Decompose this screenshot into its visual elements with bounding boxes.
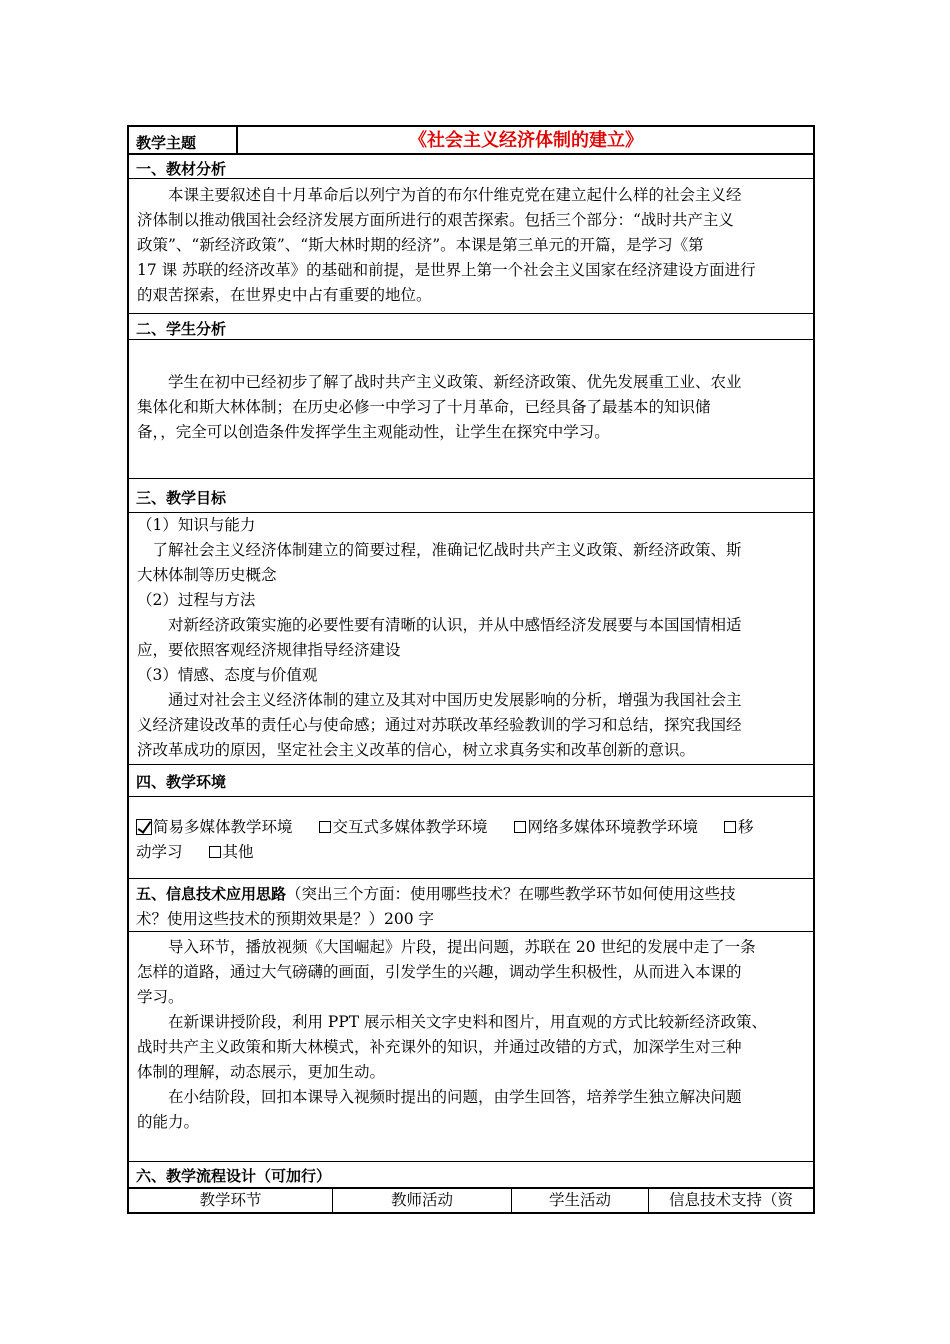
- section6-heading: 六、教学流程设计（可加行）: [136, 1167, 332, 1185]
- section1-body: [129, 179, 813, 313]
- text-line: 义经济建设改革的责任心与使命感；通过对苏联改革经验教训的学习和总结，探究我国经: [137, 716, 742, 734]
- topic-row: [129, 127, 813, 154]
- text-line: 济体制以推动俄国社会经济发展方面所进行的艰苦探索。包括三个部分：“战时共产主义: [137, 211, 734, 229]
- section6-header: [129, 1162, 813, 1187]
- lesson-plan-table: [127, 125, 815, 1214]
- text-line: 集体化和斯大林体制；在历史必修一中学习了十月革命，已经具备了最基本的知识储: [137, 398, 711, 416]
- text-line: 的艰苦探索，在世界史中占有重要的地位。: [137, 286, 432, 304]
- text-line: 战时共产主义政策和斯大林模式，补充课外的知识，并通过改错的方式，加深学生对三种: [137, 1038, 742, 1056]
- column-header-student: 学生活动: [548, 1191, 611, 1209]
- text-line: 体制的理解，动态展示，更加生动。: [137, 1063, 386, 1081]
- options-line: [136, 815, 805, 840]
- option-network-multimedia[interactable]: 网络多媒体环境教学环境: [514, 818, 699, 836]
- section3-text: [137, 513, 805, 763]
- section1-header: [129, 155, 813, 179]
- column-header-teacher: 教师活动: [390, 1191, 453, 1209]
- text-line: 在新课讲授阶段，利用 PPT 展示相关文字史料和图片，用直观的方式比较新经济政策、: [168, 1013, 768, 1031]
- section4-header: [129, 765, 813, 795]
- section3-header: [129, 479, 813, 512]
- text-line: 怎样的道路，通过大气磅礴的画面，引发学生的兴趣，调动学生积极性，从而进入本课的: [137, 963, 742, 981]
- text-line: 应，要依照客观经济规律指导经济建设: [137, 641, 401, 659]
- section2-body: [129, 340, 813, 478]
- section1-heading: 一、教材分析: [136, 160, 227, 178]
- topic-label: 教学主题: [136, 134, 197, 152]
- section5-heading-note-2: 术？使用这些技术的预期效果是？）200 字: [136, 910, 435, 928]
- option-mobile-learning[interactable]: 移: [724, 818, 754, 836]
- text-line: 通过对社会主义经济体制的建立及其对中国历史发展影响的分析，增强为我国社会主: [168, 691, 742, 709]
- column-header-stage: 教学环节: [199, 1191, 262, 1209]
- text-line: （2）过程与方法: [137, 591, 256, 609]
- text-line: 17 课 苏联的经济改革》的基础和前提，是世界上第一个社会主义国家在经济建设方面进行: [137, 261, 756, 279]
- section5-heading: 五、信息技术应用思路: [136, 885, 287, 903]
- section5-text: [137, 935, 805, 1135]
- environment-options: [136, 815, 805, 865]
- section4-heading: 四、教学环境: [136, 773, 227, 791]
- section3-heading: 三、教学目标: [136, 489, 227, 507]
- section5-header: [129, 879, 813, 931]
- text-line: 大林体制等历史概念: [137, 566, 277, 584]
- checkbox-icon[interactable]: [209, 846, 221, 858]
- text-line: 学习。: [137, 988, 184, 1006]
- topic-divider: [236, 127, 238, 154]
- text-line: 在小结阶段，回扣本课导入视频时提出的问题，由学生回答，培养学生独立解决问题: [168, 1088, 742, 1106]
- section3-body: [129, 513, 813, 763]
- text-line: 了解社会主义经济体制建立的简要过程，准确记忆战时共产主义政策、新经济政策、斯: [152, 541, 742, 559]
- text-line: （1）知识与能力: [137, 516, 256, 534]
- text-line: 政策”、“新经济政策”、“斯大林时期的经济”。本课是第三单元的开篇，是学习《第: [137, 236, 704, 254]
- options-line: [136, 840, 805, 865]
- lesson-title: 《社会主义经济体制的建立》: [409, 130, 643, 151]
- section2-text: [137, 370, 805, 445]
- text-line: 备，，完全可以创造条件发挥学生主观能动性，让学生在探究中学习。: [137, 423, 610, 441]
- section1-text: [137, 183, 805, 308]
- text-line: 导入环节，播放视频《大国崛起》片段，提出问题，苏联在 20 世纪的发展中走了一条: [168, 938, 756, 956]
- checkbox-icon[interactable]: [514, 821, 526, 833]
- text-line: （3）情感、态度与价值观: [137, 666, 318, 684]
- text-line: 的能力。: [137, 1113, 200, 1131]
- section5-heading-block: [136, 882, 805, 932]
- section5-heading-note: （突出三个方面：使用哪些技术？在哪些教学环节如何使用这些技: [286, 885, 736, 903]
- option-other[interactable]: 其他: [209, 843, 254, 861]
- section2-heading: 二、学生分析: [136, 320, 227, 338]
- flow-table-header: [129, 1189, 813, 1214]
- column-header-it-support: 信息技术支持（资: [668, 1191, 793, 1209]
- option-interactive-multimedia[interactable]: 交互式多媒体教学环境: [319, 818, 488, 836]
- option-simple-multimedia[interactable]: 简易多媒体教学环境: [136, 818, 293, 836]
- checked-box-icon[interactable]: [136, 819, 152, 835]
- section5-body: [129, 932, 813, 1161]
- text-line: 学生在初中已经初步了解了战时共产主义政策、新经济政策、优先发展重工业、农业: [168, 373, 742, 391]
- section2-header: [129, 314, 813, 340]
- checkbox-icon[interactable]: [724, 821, 736, 833]
- mobile-learning-continued: 动学习: [136, 843, 183, 861]
- section4-body: [129, 797, 813, 877]
- text-line: 济改革成功的原因，坚定社会主义改革的信心，树立求真务实和改革创新的意识。: [137, 741, 696, 759]
- checkbox-icon[interactable]: [319, 821, 331, 833]
- text-line: 本课主要叙述自十月革命后以列宁为首的布尔什维克党在建立起什么样的社会主义经: [168, 186, 742, 204]
- text-line: 对新经济政策实施的必要性要有清晰的认识，并从中感悟经济发展要与本国国情相适: [168, 616, 742, 634]
